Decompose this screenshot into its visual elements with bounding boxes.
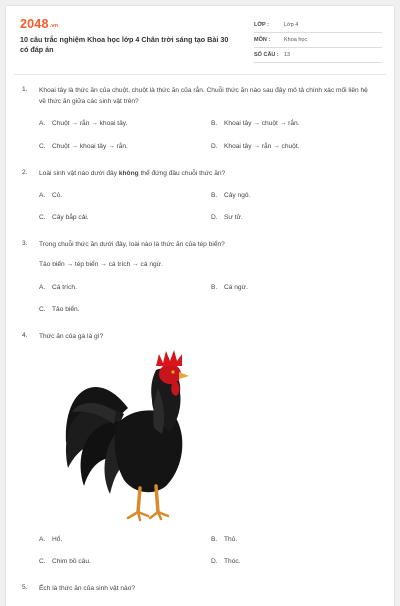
option-letter: C. bbox=[39, 306, 46, 313]
question-text-part: Loài sinh vật nào dưới đây bbox=[39, 170, 119, 177]
meta-key: LỚP : bbox=[254, 22, 269, 28]
question-text: Khoai tây là thức ăn của chuột, chuột là thức ăn của rắn. Chuỗi thức ăn nào sau đây mô tả chính xác mối liên hệ về thức ăn giữa các sinh vật trên? bbox=[39, 87, 368, 105]
meta-value: 13 bbox=[284, 52, 291, 58]
option-1b[interactable] bbox=[211, 120, 300, 127]
question-number: 4. bbox=[22, 332, 28, 339]
option-1a[interactable] bbox=[39, 120, 127, 127]
option-3b[interactable] bbox=[211, 284, 248, 291]
option-text: Cá ngừ. bbox=[224, 284, 248, 291]
site-logo[interactable] bbox=[20, 17, 58, 31]
option-2c[interactable] bbox=[39, 214, 89, 221]
option-text: Sư tử. bbox=[224, 214, 243, 221]
question-text: Trong chuỗi thức ăn dưới đây, loài nào là thức ăn của tép biển? bbox=[39, 241, 225, 248]
option-text: Cá trích. bbox=[52, 284, 77, 291]
food-chain-text: Tảo biển → tép biển → cá trích → cá ngừ. bbox=[39, 261, 163, 268]
option-letter: C. bbox=[39, 214, 46, 221]
option-4b[interactable] bbox=[211, 536, 237, 543]
option-text: Cỏ. bbox=[52, 192, 63, 199]
question-text-part: thể đứng đầu chuỗi thức ăn? bbox=[138, 170, 226, 177]
question-text-emphasis: không bbox=[118, 170, 139, 177]
question-text: Thức ăn của gà là gì? bbox=[39, 333, 104, 340]
meta-table bbox=[254, 18, 382, 63]
option-letter: C. bbox=[39, 143, 46, 150]
option-4c[interactable] bbox=[39, 558, 91, 565]
page-title: 10 câu trắc nghiệm Khoa học lớp 4 Chân trời sáng tạo Bài 30 có đáp án bbox=[20, 35, 229, 54]
option-letter: D. bbox=[211, 214, 218, 221]
meta-row-count bbox=[254, 48, 382, 63]
option-text: Cây ngô. bbox=[224, 192, 251, 199]
meta-row-grade bbox=[254, 18, 382, 33]
question-number: 5. bbox=[22, 584, 28, 591]
option-letter: D. bbox=[211, 143, 218, 150]
rooster-image bbox=[58, 348, 198, 526]
option-1c[interactable] bbox=[39, 143, 128, 150]
option-2b[interactable] bbox=[211, 192, 250, 199]
option-text: Tảo biển. bbox=[52, 306, 80, 313]
option-text: Chuột → rắn → khoai tây. bbox=[52, 120, 128, 127]
option-4d[interactable] bbox=[211, 558, 241, 565]
option-text: Thóc. bbox=[224, 558, 241, 565]
option-letter: A. bbox=[39, 120, 46, 127]
option-text: Chim bồ câu. bbox=[52, 558, 91, 565]
meta-key: MÔN : bbox=[254, 37, 271, 43]
option-text: Khoai tây → rắn → chuột. bbox=[224, 143, 300, 150]
meta-key: SỐ CÂU : bbox=[254, 52, 279, 58]
question-number: 3. bbox=[22, 240, 28, 247]
worksheet-page bbox=[6, 6, 394, 606]
option-text: Cây bắp cải. bbox=[52, 214, 89, 221]
header-divider bbox=[14, 74, 386, 75]
question-number: 1. bbox=[22, 86, 28, 93]
option-3a[interactable] bbox=[39, 284, 77, 291]
option-letter: C. bbox=[39, 558, 46, 565]
option-3c[interactable] bbox=[39, 306, 80, 313]
meta-value: Khoa học bbox=[284, 37, 308, 43]
option-text: Chuột → khoai tây → rắn. bbox=[52, 143, 128, 150]
option-letter: A. bbox=[39, 536, 46, 543]
option-2d[interactable] bbox=[211, 214, 243, 221]
option-text: Khoai tây → chuột → rắn. bbox=[224, 120, 300, 127]
option-letter: B. bbox=[211, 284, 218, 291]
question-number: 2. bbox=[22, 169, 28, 176]
meta-row-subject bbox=[254, 33, 382, 48]
option-1d[interactable] bbox=[211, 143, 300, 150]
option-text: Thỏ. bbox=[224, 536, 238, 543]
option-text: Hổ. bbox=[52, 536, 63, 543]
option-letter: D. bbox=[211, 558, 218, 565]
option-letter: B. bbox=[211, 192, 218, 199]
option-letter: B. bbox=[211, 536, 218, 543]
header bbox=[6, 6, 394, 74]
meta-value: Lớp 4 bbox=[284, 22, 299, 28]
question-text bbox=[39, 169, 375, 180]
option-letter: A. bbox=[39, 284, 46, 291]
option-letter: B. bbox=[211, 120, 218, 127]
option-4a[interactable] bbox=[39, 536, 62, 543]
option-letter: A. bbox=[39, 192, 46, 199]
logo-number: 2048 bbox=[20, 17, 49, 31]
option-2a[interactable] bbox=[39, 192, 62, 199]
logo-domain: .vn bbox=[49, 23, 59, 29]
question-text: Ếch là thức ăn của sinh vật nào? bbox=[39, 585, 136, 592]
